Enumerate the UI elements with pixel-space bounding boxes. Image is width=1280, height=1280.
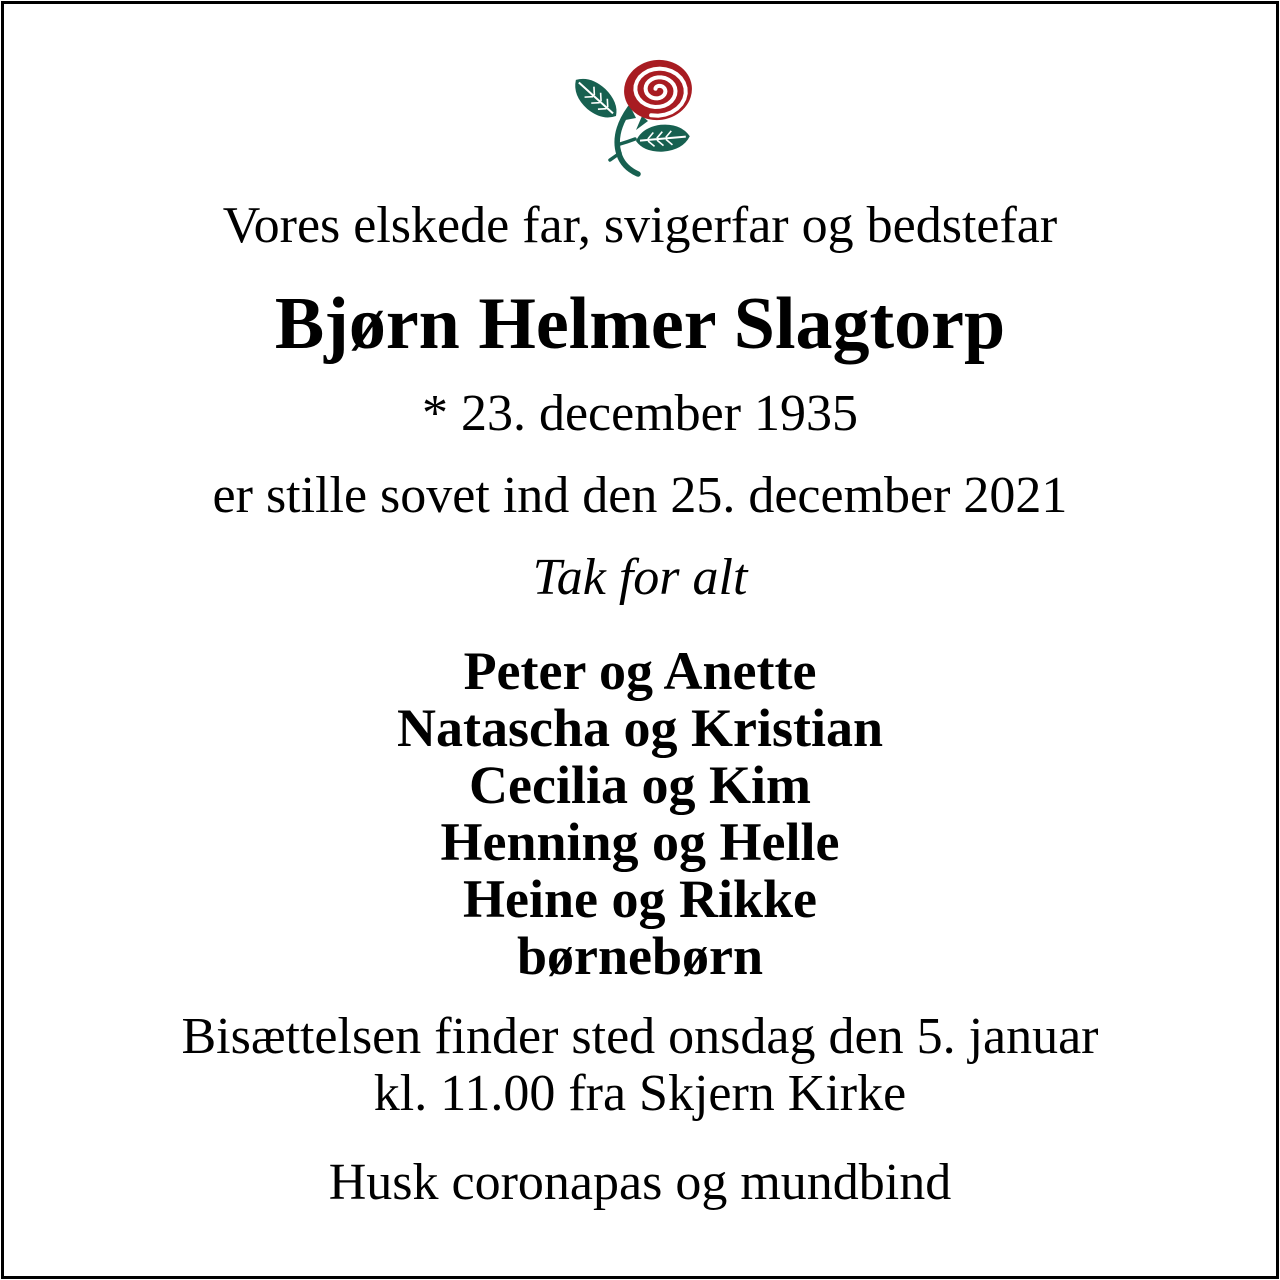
- family-name-line: børnebørn: [516, 926, 764, 986]
- family-name-line: Cecilia og Kim: [469, 755, 811, 815]
- birth-date-line: * 23. december 1935: [421, 385, 859, 442]
- ceremony-line: kl. 11.00 fra Skjern Kirke: [373, 1065, 907, 1122]
- death-date-line: er stille sovet ind den 25. december 2021: [212, 467, 1068, 524]
- farewell-line: Tak for alt: [532, 549, 748, 606]
- family-name-line: Natascha og Kristian: [397, 698, 883, 758]
- family-name-line: Peter og Anette: [463, 641, 817, 701]
- family-names: [397, 643, 883, 985]
- family-name-line: Heine og Rikke: [462, 869, 817, 929]
- rose-icon: [570, 50, 710, 180]
- deceased-name: Bjørn Helmer Slagtorp: [274, 283, 1006, 365]
- corona-note-line: Husk coronapas og mundbind: [328, 1154, 952, 1211]
- rose-right-leaf: [635, 122, 691, 154]
- family-name-line: Henning og Helle: [440, 812, 840, 872]
- ceremony-line: Bisættelsen finder sted onsdag den 5. januar: [181, 1008, 1099, 1065]
- intro-line: Vores elskede far, svigerfar og bedstefar: [222, 197, 1058, 254]
- ceremony-info: [181, 1008, 1098, 1122]
- rose-left-leaf: [570, 70, 625, 126]
